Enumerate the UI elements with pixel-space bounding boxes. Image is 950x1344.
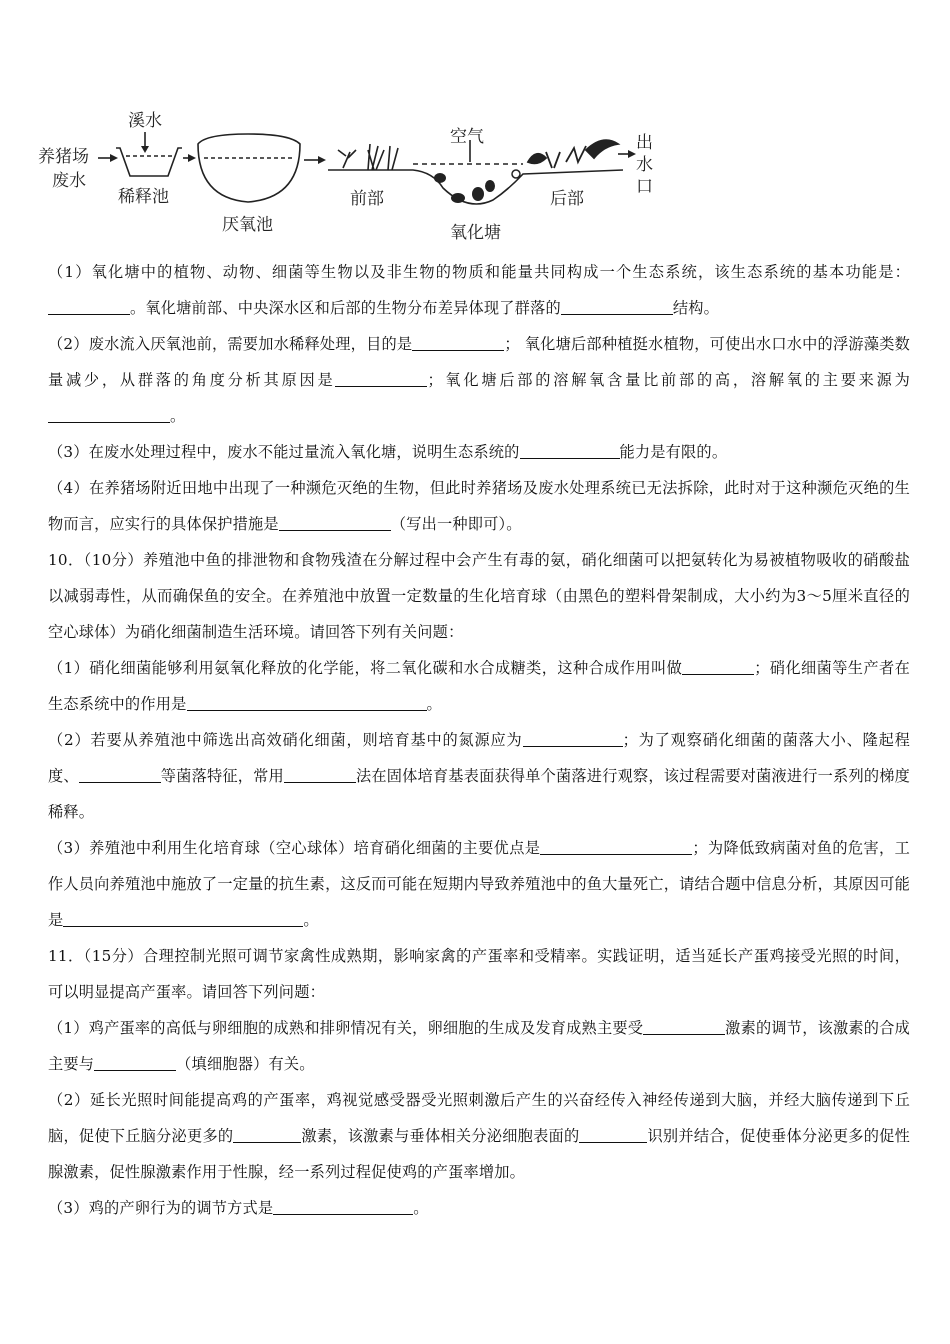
answer-blank[interactable] <box>643 1018 725 1035</box>
answer-blank[interactable] <box>48 298 130 315</box>
q9-part2-text-a: （2）废水流入厌氧池前，需要加水稀释处理，目的是 <box>48 335 413 353</box>
q11-part2 <box>48 1082 910 1190</box>
q9-part3-text-a: （3）在废水处理过程中，废水不能过量流入氧化塘，说明生态系统的 <box>48 443 520 461</box>
answer-blank[interactable] <box>279 514 391 531</box>
label-outlet-1: 出 <box>636 133 653 153</box>
answer-blank[interactable] <box>79 766 161 783</box>
q9-part3 <box>48 434 910 470</box>
answer-blank[interactable] <box>273 1198 413 1215</box>
source-arrow-head <box>110 154 118 162</box>
answer-blank[interactable] <box>561 298 673 315</box>
q9-part1-text-c: 结构。 <box>672 299 720 317</box>
answer-blank[interactable] <box>520 442 620 459</box>
q9-part4-text-b: （写出一种即可）。 <box>390 515 522 533</box>
q10-intro: 10．（10分）养殖池中鱼的排泄物和食物残渣在分解过程中会产生有毒的氨，硝化细菌可以把氨转化为易被植物吸收的硝酸盐以减弱毒性，从而确保鱼的安全。在养殖池中放置一定数量的生化培育球（由黑色的塑料骨架制成，大小约为3～5厘米直径的空心球体）为硝化细菌制造生活环境。请回答下列有关问题： <box>48 551 910 641</box>
q10-part2-text-b: ；为了观察硝化细菌的菌落大小、隆起程度、 <box>48 731 910 785</box>
q11-part1-text-b: 激素的调节，该激素的合成主要与 <box>48 1019 910 1073</box>
answer-blank[interactable] <box>63 910 303 927</box>
q10-part3-text-c: 。 <box>303 911 319 929</box>
q11-part2-text-b: 激素，该激素与垂体相关分泌细胞表面的 <box>301 1127 580 1145</box>
q11-part3-text-a: （3）鸡的产卵行为的调节方式是 <box>48 1199 274 1217</box>
q10-part3-text-a: （3）养殖池中利用生化培育球（空心球体）培育硝化细菌的主要优点是 <box>48 839 541 857</box>
q10-part1 <box>48 650 910 722</box>
anaerobic-pond-shape <box>198 134 300 202</box>
answer-blank[interactable] <box>335 370 427 387</box>
q10-part1-text-c: 。 <box>426 695 442 713</box>
front-plants-icon <box>338 144 398 170</box>
answer-blank[interactable] <box>412 334 504 351</box>
stream-arrow-head <box>141 146 149 153</box>
wastewater-treatment-diagram <box>38 100 678 250</box>
rear-plants-icon <box>528 140 618 168</box>
q9-part4-text-a: （4）在养猪场附近田地中出现了一种濒危灭绝的生物，但此时养猪场及废水处理系统已无法拆除，此时对于这种濒危灭绝的生物而言，应实行的具体保护措施是 <box>48 479 910 533</box>
q11-part1-text-a: （1）鸡产蛋率的高低与卵细胞的成熟和排卵情况有关，卵细胞的生成及发育成熟主要受 <box>48 1019 644 1037</box>
label-rear-part: 后部 <box>550 189 584 209</box>
answer-blank[interactable] <box>48 406 170 423</box>
q9-part1-text-b: 。氧化塘前部、中央深水区和后部的生物分布差异体现了群落的 <box>130 299 561 317</box>
q11-part3 <box>48 1190 910 1226</box>
label-front-part: 前部 <box>350 189 384 209</box>
label-dilution-pond: 稀释池 <box>118 187 169 207</box>
label-air: 空气 <box>450 127 484 147</box>
q10-part2 <box>48 722 910 830</box>
q10-part3-text-b: ；为降低致病菌对鱼的危害，工作人员向养殖池中施放了一定量的抗生素，这反而可能在短期内导致养殖池中的鱼大量死亡，请结合题中信息分析，其原因可能是 <box>48 839 910 929</box>
q10-part2-text-c: 等菌落特征，常用 <box>160 767 284 785</box>
answer-blank[interactable] <box>94 1054 176 1071</box>
q11-part1-text-c: （填细胞器）有关。 <box>176 1055 315 1073</box>
q11-part3-text-b: 。 <box>413 1199 429 1217</box>
label-outlet-3: 口 <box>636 177 653 197</box>
label-source-line2: 废水 <box>52 171 86 191</box>
q10-part1-text-b: ；硝化细菌等生产者在生态系统中的作用是 <box>48 659 910 713</box>
q9-part2 <box>48 326 910 434</box>
q11-part2-text-c: 识别并结合，促使垂体分泌更多的促性腺激素，促性腺激素作用于性腺，经一系列过程促使鸡的产蛋率增加。 <box>48 1127 910 1181</box>
q10-part1-text-a: （1）硝化细菌能够利用氨氧化释放的化学能，将二氧化碳和水合成糖类，这种合成作用叫做 <box>48 659 683 677</box>
outlet-arrow-head <box>628 150 636 158</box>
label-source-line1: 养猪场 <box>38 147 89 167</box>
q10-part2-text-a: （2）若要从养殖池中筛选出高效硝化细菌，则培育基中的氮源应为 <box>48 731 523 749</box>
arrow-to-anaerobic-head <box>188 154 196 162</box>
answer-blank[interactable] <box>233 1126 301 1143</box>
label-anaerobic-pond: 厌氧池 <box>222 215 273 235</box>
answer-blank[interactable] <box>540 838 692 855</box>
q9-part3-text-b: 能力是有限的。 <box>619 443 728 461</box>
answer-blank[interactable] <box>187 694 427 711</box>
question-content <box>48 254 910 1226</box>
q11-intro: 11．（15分）合理控制光照可调节家禽性成熟期，影响家禽的产蛋率和受精率。实践证明，适当延长产蛋鸡接受光照的时间，可以明显提高产蛋率。请回答下列问题： <box>48 947 910 1001</box>
q9-part1 <box>48 254 910 326</box>
q10-part2-text-d: 法在固体培育基表面获得单个菌落进行观察，该过程需要对菌液进行一系列的梯度稀释。 <box>48 767 911 821</box>
answer-blank[interactable] <box>523 730 623 747</box>
q10-part3 <box>48 830 910 938</box>
q11-part2-text-a: （2）延长光照时间能提高鸡的产蛋率，鸡视觉感受器受光照刺激后产生的兴奋经传入神经传递到大脑，并经大脑传递到下丘脑，促使下丘脑分泌更多的 <box>48 1091 910 1145</box>
label-outlet-2: 水 <box>636 155 653 175</box>
q9-part4 <box>48 470 910 542</box>
answer-blank[interactable] <box>579 1126 647 1143</box>
q9-part1-text-a: （1）氧化塘中的植物、动物、细菌等生物以及非生物的物质和能量共同构成一个生态系统，该生态系统的基本功能是： <box>48 263 910 281</box>
arrow-to-oxidation-head <box>318 156 326 164</box>
answer-blank[interactable] <box>682 658 754 675</box>
label-stream-water: 溪水 <box>128 111 162 131</box>
dilution-pond-shape <box>116 148 182 176</box>
answer-blank[interactable] <box>284 766 356 783</box>
q11-part1 <box>48 1010 910 1082</box>
label-oxidation-pond: 氧化塘 <box>450 223 501 243</box>
q9-part2-text-b: ； 氧化塘后部种植挺水植物，可使出水口水中的浮游藻类数量减少，从群落的角度分析其原因是 <box>48 335 910 389</box>
pond-organisms-icon <box>434 170 520 203</box>
q9-part2-text-d: 。 <box>170 407 186 425</box>
q9-part2-text-c: ；氧化塘后部的溶解氧含量比前部的高，溶解氧的主要来源为 <box>427 371 910 389</box>
